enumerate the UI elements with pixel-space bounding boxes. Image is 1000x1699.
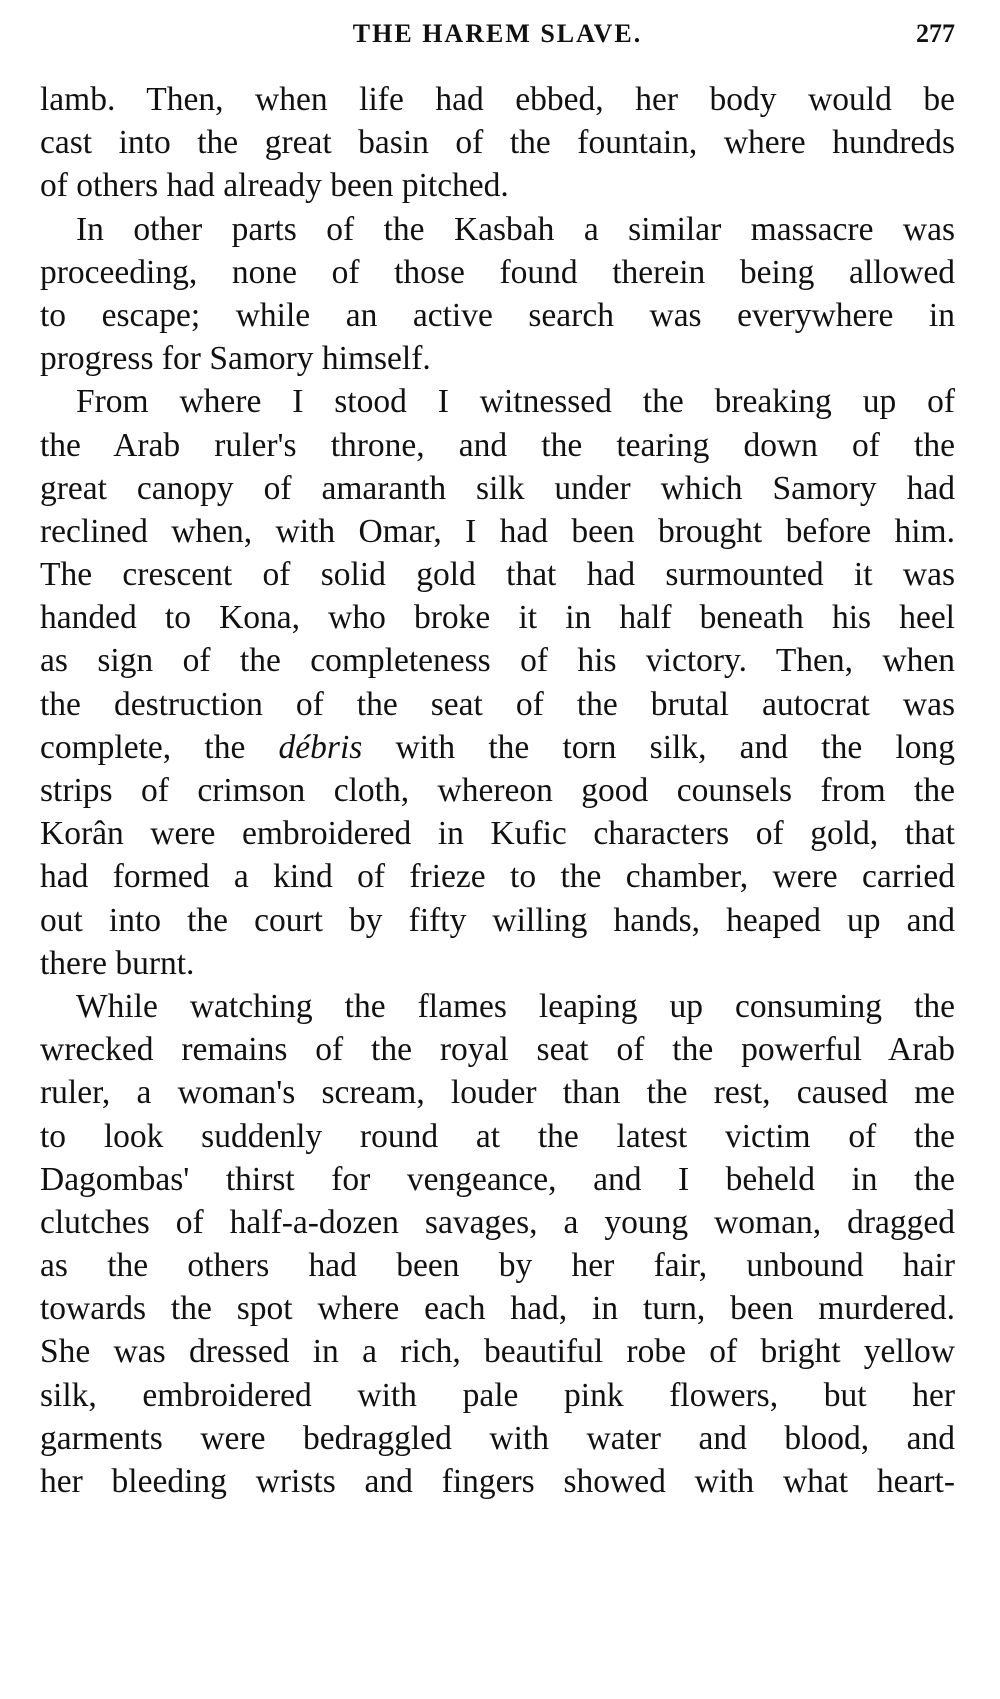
text-line: proceeding, none of those found therein being allowed — [40, 253, 955, 291]
text-line: cast into the great basin of the fountain, where hundreds — [40, 124, 955, 162]
page-number: 277 — [916, 19, 955, 48]
text-line: From where I stood I witnessed the breaking up of — [76, 383, 955, 421]
text-line: the Arab ruler's throne, and the tearing down of the — [40, 426, 955, 464]
text-line: The crescent of solid gold that had surmounted it was — [40, 556, 955, 594]
text-line: to look suddenly round at the latest victim of the — [40, 1117, 955, 1155]
text-line: the destruction of the seat of the brutal autocrat was — [40, 685, 955, 723]
text-line: In other parts of the Kasbah a similar massacre was — [76, 210, 955, 248]
text-line: there burnt. — [40, 944, 195, 982]
text-line: She was dressed in a rich, beautiful robe of bright yellow — [40, 1333, 955, 1371]
text-line: her bleeding wrists and fingers showed with what heart- — [40, 1463, 955, 1500]
page-header — [40, 14, 955, 54]
paragraph — [40, 208, 955, 381]
text-line: great canopy of amaranth silk under which Samory had — [40, 469, 955, 507]
text-line: as sign of the completeness of his victory. Then, when — [40, 642, 955, 680]
text-line: complete, the débris with the torn silk, and the long — [40, 728, 955, 766]
text-line: towards the spot where each had, in turn, been murdered. — [40, 1290, 955, 1328]
text-line: to escape; while an active search was everywhere in — [40, 296, 955, 334]
text-line: progress for Samory himself. — [40, 340, 431, 378]
text-line: garments were bedraggled with water and blood, and — [40, 1419, 955, 1457]
body-text — [40, 78, 955, 1503]
text-line: While watching the flames leaping up consuming the — [76, 987, 955, 1025]
paragraph — [40, 78, 955, 208]
paragraph — [40, 380, 955, 985]
text-line: had formed a kind of frieze to the chamber, were carried — [40, 858, 955, 896]
text-line: as the others had been by her fair, unbound hair — [40, 1247, 955, 1285]
text-line: of others had already been pitched. — [40, 167, 509, 205]
text-line: silk, embroidered with pale pink flowers, but her — [40, 1376, 955, 1414]
running-head: THE HAREM SLAVE. — [352, 19, 643, 48]
text-line: clutches of half-a-dozen savages, a young woman, dragged — [40, 1203, 955, 1241]
text-line: reclined when, with Omar, I had been brought before him. — [40, 512, 955, 550]
text-line: wrecked remains of the royal seat of the powerful Arab — [40, 1031, 955, 1069]
text-line: Korân were embroidered in Kufic characters of gold, that — [40, 815, 955, 853]
text-line: Dagombas' thirst for vengeance, and I beheld in the — [40, 1160, 955, 1198]
text-line: out into the court by fifty willing hands, heaped up and — [40, 901, 955, 939]
text-line: ruler, a woman's scream, louder than the rest, caused me — [40, 1074, 955, 1112]
text-line: handed to Kona, who broke it in half beneath his heel — [40, 599, 955, 637]
text-line: strips of crimson cloth, whereon good counsels from the — [40, 772, 955, 809]
paragraph — [40, 985, 955, 1503]
text-line: lamb. Then, when life had ebbed, her body would be — [40, 81, 955, 118]
